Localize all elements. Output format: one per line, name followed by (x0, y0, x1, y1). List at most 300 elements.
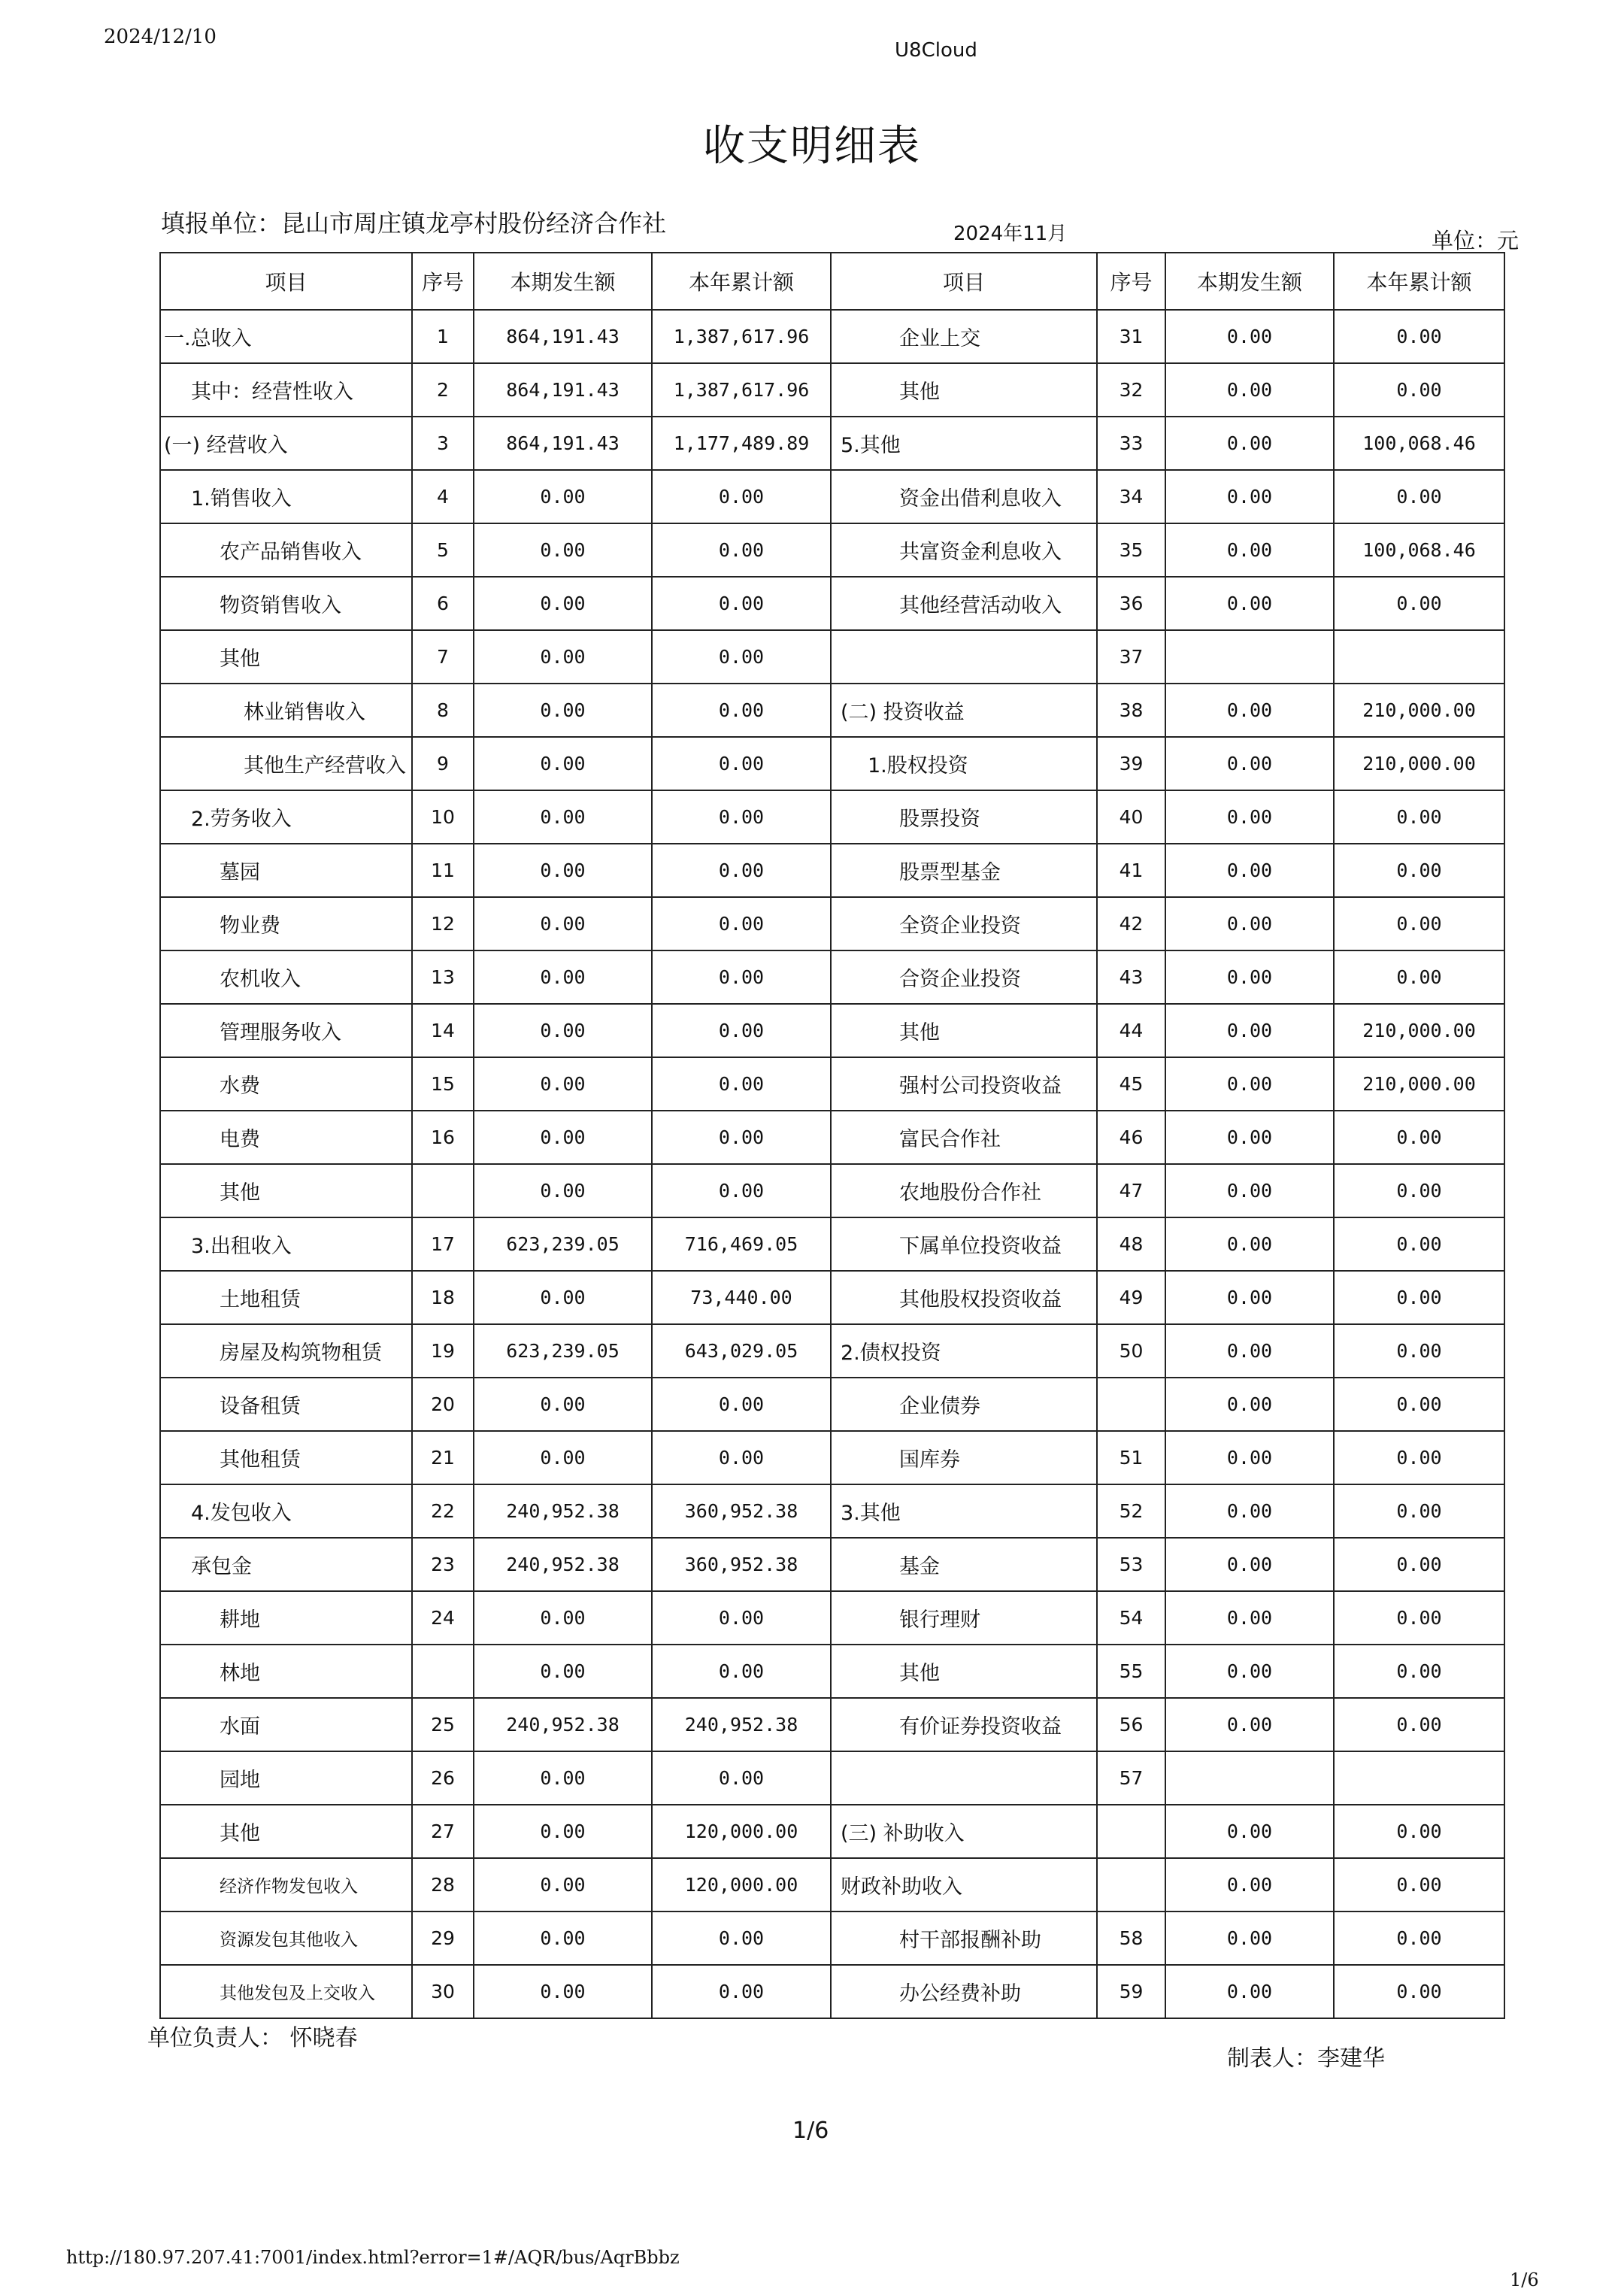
right-current-cell: 0.00 (1165, 844, 1334, 897)
table-row (160, 950, 1504, 1004)
table-row (160, 577, 1504, 630)
left-ytd-cell: 0.00 (652, 844, 831, 897)
table-row (160, 737, 1504, 790)
right-seq-cell: 50 (1097, 1324, 1165, 1378)
left-seq-cell: 16 (412, 1111, 474, 1164)
col-header-item-left: 项目 (160, 253, 412, 310)
table-row (160, 1004, 1504, 1057)
right-ytd-cell: 0.00 (1334, 1271, 1504, 1324)
right-item-cell: 企业债券 (831, 1378, 1097, 1431)
left-current-cell: 864,191.43 (474, 417, 652, 470)
right-seq-cell: 57 (1097, 1751, 1165, 1805)
left-seq-cell: 10 (412, 790, 474, 844)
left-item-cell: 其他 (160, 1805, 412, 1858)
right-item-cell: 办公经费补助 (831, 1965, 1097, 2018)
left-current-cell: 0.00 (474, 1057, 652, 1111)
right-seq-cell: 49 (1097, 1271, 1165, 1324)
right-ytd-cell: 0.00 (1334, 1965, 1504, 2018)
page-number: 1/6 (792, 2118, 829, 2144)
col-header-current-right: 本期发生额 (1165, 253, 1334, 310)
right-seq-cell: 56 (1097, 1698, 1165, 1751)
left-item-cell: 林地 (160, 1645, 412, 1698)
left-current-cell: 0.00 (474, 1751, 652, 1805)
table-row (160, 1378, 1504, 1431)
right-seq-cell (1097, 1805, 1165, 1858)
left-ytd-cell: 1,387,617.96 (652, 363, 831, 417)
left-current-cell: 0.00 (474, 1645, 652, 1698)
right-current-cell (1165, 1751, 1334, 1805)
right-ytd-cell: 0.00 (1334, 897, 1504, 950)
right-item-cell: 财政补助收入 (831, 1858, 1097, 1911)
right-current-cell: 0.00 (1165, 1805, 1334, 1858)
left-ytd-cell: 0.00 (652, 1751, 831, 1805)
right-current-cell: 0.00 (1165, 897, 1334, 950)
right-seq-cell: 39 (1097, 737, 1165, 790)
right-current-cell: 0.00 (1165, 1965, 1334, 2018)
left-seq-cell: 23 (412, 1538, 474, 1591)
table-row (160, 310, 1504, 363)
left-item-cell: 4.发包收入 (160, 1484, 412, 1538)
left-item-cell: (一) 经营收入 (160, 417, 412, 470)
right-current-cell: 0.00 (1165, 1057, 1334, 1111)
table-row (160, 630, 1504, 684)
table-row (160, 1645, 1504, 1698)
left-item-cell: 物业费 (160, 897, 412, 950)
left-seq-cell: 22 (412, 1484, 474, 1538)
left-seq-cell (412, 1645, 474, 1698)
left-item-cell: 水面 (160, 1698, 412, 1751)
left-current-cell: 0.00 (474, 1378, 652, 1431)
left-item-cell: 其他 (160, 1164, 412, 1217)
right-current-cell: 0.00 (1165, 363, 1334, 417)
left-current-cell: 0.00 (474, 1591, 652, 1645)
right-current-cell: 0.00 (1165, 684, 1334, 737)
right-current-cell: 0.00 (1165, 1111, 1334, 1164)
table-row (160, 1698, 1504, 1751)
table-row (160, 1324, 1504, 1378)
table-row (160, 523, 1504, 577)
right-current-cell: 0.00 (1165, 1484, 1334, 1538)
left-ytd-cell: 0.00 (652, 1645, 831, 1698)
left-current-cell: 0.00 (474, 1965, 652, 2018)
right-seq-cell: 43 (1097, 950, 1165, 1004)
left-item-cell: 土地租赁 (160, 1271, 412, 1324)
right-item-cell: 下属单位投资收益 (831, 1217, 1097, 1271)
left-ytd-cell: 0.00 (652, 1378, 831, 1431)
left-current-cell: 0.00 (474, 1004, 652, 1057)
right-current-cell: 0.00 (1165, 1271, 1334, 1324)
left-current-cell: 0.00 (474, 737, 652, 790)
left-ytd-cell: 0.00 (652, 1111, 831, 1164)
left-ytd-cell: 0.00 (652, 630, 831, 684)
income-expense-table (159, 252, 1504, 2019)
left-item-cell: 其他 (160, 630, 412, 684)
left-current-cell: 0.00 (474, 1164, 652, 1217)
right-seq-cell: 38 (1097, 684, 1165, 737)
right-current-cell: 0.00 (1165, 1324, 1334, 1378)
table-row (160, 684, 1504, 737)
left-seq-cell: 2 (412, 363, 474, 417)
right-ytd-cell: 0.00 (1334, 1538, 1504, 1591)
right-item-cell: 合资企业投资 (831, 950, 1097, 1004)
table-row (160, 1057, 1504, 1111)
left-item-cell: 其他租赁 (160, 1431, 412, 1484)
right-ytd-cell: 0.00 (1334, 1431, 1504, 1484)
right-current-cell: 0.00 (1165, 470, 1334, 523)
left-current-cell: 0.00 (474, 577, 652, 630)
right-item-cell: 其他 (831, 363, 1097, 417)
right-ytd-cell: 210,000.00 (1334, 1004, 1504, 1057)
table-row (160, 417, 1504, 470)
right-ytd-cell: 0.00 (1334, 950, 1504, 1004)
left-ytd-cell: 0.00 (652, 1591, 831, 1645)
left-current-cell: 623,239.05 (474, 1324, 652, 1378)
table-row (160, 1217, 1504, 1271)
right-ytd-cell (1334, 630, 1504, 684)
right-item-cell: 1.股权投资 (831, 737, 1097, 790)
left-item-cell: 经济作物发包收入 (160, 1858, 412, 1911)
left-item-cell: 房屋及构筑物租赁 (160, 1324, 412, 1378)
left-item-cell: 林业销售收入 (160, 684, 412, 737)
left-current-cell: 0.00 (474, 470, 652, 523)
right-item-cell: 其他经营活动收入 (831, 577, 1097, 630)
right-current-cell: 0.00 (1165, 1591, 1334, 1645)
right-item-cell: 银行理财 (831, 1591, 1097, 1645)
right-item-cell: 农地股份合作社 (831, 1164, 1097, 1217)
right-seq-cell: 46 (1097, 1111, 1165, 1164)
left-ytd-cell: 716,469.05 (652, 1217, 831, 1271)
right-seq-cell: 34 (1097, 470, 1165, 523)
right-item-cell: 强村公司投资收益 (831, 1057, 1097, 1111)
right-seq-cell: 55 (1097, 1645, 1165, 1698)
left-seq-cell: 5 (412, 523, 474, 577)
left-item-cell: 园地 (160, 1751, 412, 1805)
left-ytd-cell: 120,000.00 (652, 1858, 831, 1911)
left-seq-cell: 6 (412, 577, 474, 630)
left-ytd-cell: 0.00 (652, 1057, 831, 1111)
prepared-by: 制表人：李建华 (1227, 2045, 1385, 2072)
left-ytd-cell: 0.00 (652, 1004, 831, 1057)
right-item-cell: 全资企业投资 (831, 897, 1097, 950)
right-item-cell: 基金 (831, 1538, 1097, 1591)
col-header-ytd-left: 本年累计额 (652, 253, 831, 310)
table-row (160, 790, 1504, 844)
table-header-row (160, 253, 1504, 310)
left-current-cell: 0.00 (474, 630, 652, 684)
left-seq-cell: 15 (412, 1057, 474, 1111)
left-seq-cell: 7 (412, 630, 474, 684)
right-seq-cell: 35 (1097, 523, 1165, 577)
right-seq-cell (1097, 1378, 1165, 1431)
left-current-cell: 623,239.05 (474, 1217, 652, 1271)
table-row (160, 1965, 1504, 2018)
right-item-cell: 3.其他 (831, 1484, 1097, 1538)
left-ytd-cell: 0.00 (652, 737, 831, 790)
right-item-cell: 其他 (831, 1645, 1097, 1698)
right-item-cell: 2.债权投资 (831, 1324, 1097, 1378)
left-current-cell: 0.00 (474, 1911, 652, 1965)
left-item-cell: 其中：经营性收入 (160, 363, 412, 417)
left-ytd-cell: 1,177,489.89 (652, 417, 831, 470)
col-header-current-left: 本期发生额 (474, 253, 652, 310)
left-current-cell: 0.00 (474, 1431, 652, 1484)
right-item-cell: 村干部报酬补助 (831, 1911, 1097, 1965)
right-seq-cell: 59 (1097, 1965, 1165, 2018)
right-ytd-cell (1334, 1751, 1504, 1805)
right-seq-cell: 45 (1097, 1057, 1165, 1111)
right-seq-cell: 36 (1097, 577, 1165, 630)
right-item-cell: 其他 (831, 1004, 1097, 1057)
left-seq-cell: 20 (412, 1378, 474, 1431)
left-ytd-cell: 0.00 (652, 790, 831, 844)
right-current-cell: 0.00 (1165, 1378, 1334, 1431)
right-item-cell (831, 1751, 1097, 1805)
left-seq-cell (412, 1164, 474, 1217)
table-row (160, 1591, 1504, 1645)
left-current-cell: 0.00 (474, 1805, 652, 1858)
right-ytd-cell: 0.00 (1334, 577, 1504, 630)
left-current-cell: 864,191.43 (474, 310, 652, 363)
left-current-cell: 0.00 (474, 684, 652, 737)
col-header-seq-left: 序号 (412, 253, 474, 310)
currency-unit: 单位：元 (1432, 228, 1519, 253)
left-seq-cell: 3 (412, 417, 474, 470)
table-row (160, 1911, 1504, 1965)
table-row (160, 897, 1504, 950)
right-seq-cell: 53 (1097, 1538, 1165, 1591)
left-ytd-cell: 360,952.38 (652, 1538, 831, 1591)
left-item-cell: 设备租赁 (160, 1378, 412, 1431)
left-seq-cell: 21 (412, 1431, 474, 1484)
table-row (160, 844, 1504, 897)
left-ytd-cell: 0.00 (652, 470, 831, 523)
left-seq-cell: 11 (412, 844, 474, 897)
table-row (160, 1484, 1504, 1538)
left-seq-cell: 29 (412, 1911, 474, 1965)
left-ytd-cell: 0.00 (652, 1164, 831, 1217)
right-current-cell: 0.00 (1165, 310, 1334, 363)
right-ytd-cell: 210,000.00 (1334, 737, 1504, 790)
left-item-cell: 物资销售收入 (160, 577, 412, 630)
left-seq-cell: 26 (412, 1751, 474, 1805)
right-ytd-cell: 0.00 (1334, 470, 1504, 523)
left-item-cell: 承包金 (160, 1538, 412, 1591)
table-row (160, 1111, 1504, 1164)
right-current-cell: 0.00 (1165, 1004, 1334, 1057)
left-seq-cell: 13 (412, 950, 474, 1004)
left-item-cell: 耕地 (160, 1591, 412, 1645)
right-current-cell: 0.00 (1165, 1858, 1334, 1911)
right-seq-cell: 54 (1097, 1591, 1165, 1645)
left-ytd-cell: 1,387,617.96 (652, 310, 831, 363)
left-item-cell: 管理服务收入 (160, 1004, 412, 1057)
left-seq-cell: 30 (412, 1965, 474, 2018)
left-seq-cell: 12 (412, 897, 474, 950)
left-ytd-cell: 120,000.00 (652, 1805, 831, 1858)
report-title: 收支明细表 (703, 122, 921, 171)
right-ytd-cell: 100,068.46 (1334, 417, 1504, 470)
right-item-cell: 国库券 (831, 1431, 1097, 1484)
left-current-cell: 240,952.38 (474, 1538, 652, 1591)
left-ytd-cell: 0.00 (652, 950, 831, 1004)
left-item-cell: 农机收入 (160, 950, 412, 1004)
right-ytd-cell: 0.00 (1334, 1217, 1504, 1271)
left-seq-cell: 19 (412, 1324, 474, 1378)
right-seq-cell: 37 (1097, 630, 1165, 684)
right-item-cell: (三) 补助收入 (831, 1805, 1097, 1858)
right-ytd-cell: 0.00 (1334, 790, 1504, 844)
left-seq-cell: 24 (412, 1591, 474, 1645)
right-seq-cell: 31 (1097, 310, 1165, 363)
right-seq-cell: 32 (1097, 363, 1165, 417)
right-ytd-cell: 0.00 (1334, 1698, 1504, 1751)
right-current-cell: 0.00 (1165, 1217, 1334, 1271)
right-current-cell: 0.00 (1165, 737, 1334, 790)
table-row (160, 470, 1504, 523)
left-seq-cell: 9 (412, 737, 474, 790)
right-ytd-cell: 210,000.00 (1334, 1057, 1504, 1111)
right-seq-cell: 44 (1097, 1004, 1165, 1057)
left-ytd-cell: 643,029.05 (652, 1324, 831, 1378)
left-item-cell: 一.总收入 (160, 310, 412, 363)
right-ytd-cell: 0.00 (1334, 1911, 1504, 1965)
left-seq-cell: 4 (412, 470, 474, 523)
left-ytd-cell: 360,952.38 (652, 1484, 831, 1538)
right-current-cell: 0.00 (1165, 523, 1334, 577)
left-item-cell: 3.出租收入 (160, 1217, 412, 1271)
right-ytd-cell: 0.00 (1334, 1645, 1504, 1698)
left-item-cell: 其他发包及上交收入 (160, 1965, 412, 2018)
left-ytd-cell: 240,952.38 (652, 1698, 831, 1751)
table-row (160, 1538, 1504, 1591)
col-header-seq-right: 序号 (1097, 253, 1165, 310)
right-current-cell: 0.00 (1165, 1911, 1334, 1965)
right-item-cell: 股票投资 (831, 790, 1097, 844)
table-row (160, 363, 1504, 417)
right-current-cell: 0.00 (1165, 1431, 1334, 1484)
right-ytd-cell: 0.00 (1334, 310, 1504, 363)
right-ytd-cell: 0.00 (1334, 1378, 1504, 1431)
left-item-cell: 其他生产经营收入 (160, 737, 412, 790)
left-current-cell: 240,952.38 (474, 1698, 652, 1751)
left-item-cell: 电费 (160, 1111, 412, 1164)
left-current-cell: 864,191.43 (474, 363, 652, 417)
page-url[interactable]: http://180.97.207.41:7001/index.html?error=1#/AQR/bus/AqrBbbz (66, 2247, 680, 2268)
right-seq-cell: 47 (1097, 1164, 1165, 1217)
right-item-cell: 共富资金利息收入 (831, 523, 1097, 577)
left-seq-cell: 8 (412, 684, 474, 737)
right-ytd-cell: 100,068.46 (1334, 523, 1504, 577)
right-current-cell: 0.00 (1165, 1645, 1334, 1698)
left-current-cell: 0.00 (474, 844, 652, 897)
right-item-cell: 5.其他 (831, 417, 1097, 470)
right-item-cell: 其他股权投资收益 (831, 1271, 1097, 1324)
left-seq-cell: 25 (412, 1698, 474, 1751)
right-ytd-cell: 0.00 (1334, 1164, 1504, 1217)
right-current-cell: 0.00 (1165, 1538, 1334, 1591)
right-ytd-cell: 0.00 (1334, 844, 1504, 897)
left-current-cell: 240,952.38 (474, 1484, 652, 1538)
left-current-cell: 0.00 (474, 1111, 652, 1164)
table-row (160, 1271, 1504, 1324)
left-seq-cell: 17 (412, 1217, 474, 1271)
left-current-cell: 0.00 (474, 1858, 652, 1911)
right-item-cell (831, 630, 1097, 684)
table-row (160, 1751, 1504, 1805)
right-seq-cell: 42 (1097, 897, 1165, 950)
left-current-cell: 0.00 (474, 897, 652, 950)
left-current-cell: 0.00 (474, 523, 652, 577)
right-seq-cell: 33 (1097, 417, 1165, 470)
left-ytd-cell: 0.00 (652, 523, 831, 577)
right-ytd-cell: 0.00 (1334, 1858, 1504, 1911)
table-row (160, 1805, 1504, 1858)
right-seq-cell: 58 (1097, 1911, 1165, 1965)
col-header-ytd-right: 本年累计额 (1334, 253, 1504, 310)
right-seq-cell: 48 (1097, 1217, 1165, 1271)
left-ytd-cell: 0.00 (652, 577, 831, 630)
table-row (160, 1164, 1504, 1217)
right-item-cell: 企业上交 (831, 310, 1097, 363)
left-current-cell: 0.00 (474, 1271, 652, 1324)
left-seq-cell: 27 (412, 1805, 474, 1858)
right-item-cell: 股票型基金 (831, 844, 1097, 897)
right-item-cell: (二) 投资收益 (831, 684, 1097, 737)
right-seq-cell (1097, 1858, 1165, 1911)
left-seq-cell: 14 (412, 1004, 474, 1057)
left-seq-cell: 28 (412, 1858, 474, 1911)
left-item-cell: 水费 (160, 1057, 412, 1111)
left-item-cell: 资源发包其他收入 (160, 1911, 412, 1965)
right-ytd-cell: 0.00 (1334, 363, 1504, 417)
left-ytd-cell: 0.00 (652, 897, 831, 950)
right-seq-cell: 40 (1097, 790, 1165, 844)
right-item-cell: 资金出借利息收入 (831, 470, 1097, 523)
left-ytd-cell: 0.00 (652, 1911, 831, 1965)
left-seq-cell: 1 (412, 310, 474, 363)
right-current-cell: 0.00 (1165, 950, 1334, 1004)
col-header-item-right: 项目 (831, 253, 1097, 310)
right-current-cell: 0.00 (1165, 1164, 1334, 1217)
left-ytd-cell: 0.00 (652, 1431, 831, 1484)
right-ytd-cell: 0.00 (1334, 1484, 1504, 1538)
table-row (160, 1431, 1504, 1484)
left-item-cell: 2.劳务收入 (160, 790, 412, 844)
right-ytd-cell: 0.00 (1334, 1111, 1504, 1164)
right-item-cell: 有价证券投资收益 (831, 1698, 1097, 1751)
right-current-cell: 0.00 (1165, 1698, 1334, 1751)
filing-unit: 填报单位：昆山市周庄镇龙亭村股份经济合作社 (161, 209, 667, 238)
right-seq-cell: 52 (1097, 1484, 1165, 1538)
report-period: 2024年11月 (953, 223, 1068, 245)
right-seq-cell: 41 (1097, 844, 1165, 897)
print-date: 2024/12/10 (104, 26, 217, 48)
left-ytd-cell: 73,440.00 (652, 1271, 831, 1324)
page-number-corner: 1/6 (1510, 2269, 1539, 2290)
left-ytd-cell: 0.00 (652, 684, 831, 737)
right-current-cell: 0.00 (1165, 790, 1334, 844)
right-item-cell: 富民合作社 (831, 1111, 1097, 1164)
table-row (160, 1858, 1504, 1911)
person-in-charge: 单位负责人： 怀晓春 (147, 2025, 358, 2051)
left-current-cell: 0.00 (474, 790, 652, 844)
right-ytd-cell: 0.00 (1334, 1591, 1504, 1645)
right-ytd-cell: 0.00 (1334, 1805, 1504, 1858)
left-item-cell: 1.销售收入 (160, 470, 412, 523)
left-seq-cell: 18 (412, 1271, 474, 1324)
left-item-cell: 农产品销售收入 (160, 523, 412, 577)
left-current-cell: 0.00 (474, 950, 652, 1004)
